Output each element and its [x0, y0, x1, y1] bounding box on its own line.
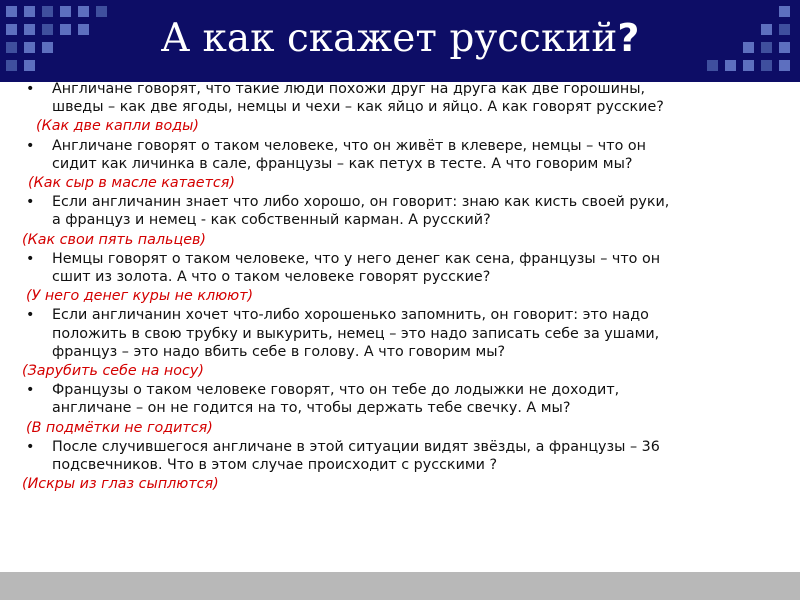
bullet-dot: •: [26, 438, 35, 455]
question-line: Французы о таком человеке говорят, что он тебе до лодыжки не доходит,: [52, 382, 620, 399]
question-line: подсвечников. Что в этом случае происходит с русскими ?: [52, 457, 498, 474]
question-item: [22, 193, 782, 229]
answer-idiom: (Зарубить себе на носу): [22, 363, 204, 380]
slide-title: [0, 12, 800, 65]
answer-idiom: (Искры из глаз сыплются): [22, 476, 219, 493]
question-line: Англичане говорят, что такие люди похожи друг на друга как две горошины,: [52, 81, 646, 97]
question-line: сшит из золота. А что о таком человеке говорят русские?: [52, 269, 491, 286]
question-line: положить в свою трубку и выкурить, немец – это надо записать себе за ушами,: [52, 325, 660, 342]
footer-bar: [0, 572, 800, 600]
question-line: Если англичанин хочет что-либо хорошенько запомнить, он говорит: это надо: [52, 307, 649, 324]
question-line: шведы – как две ягоды, немцы и чехи – как яйцо и яйцо. А как говорят русские?: [52, 99, 664, 116]
answer-idiom: (У него денег куры не клюют): [26, 288, 254, 305]
bullet-dot: •: [26, 194, 35, 211]
bullet-dot: •: [26, 137, 35, 154]
question-item: [22, 438, 782, 474]
question-line: а француз и немец - как собственный карман. А русский?: [52, 212, 491, 229]
question-line: Немцы говорят о таком человеке, что у него денег как сена, французы – что он: [52, 250, 661, 267]
question-line: француз – это надо вбить себе в голову. А что говорим мы?: [52, 343, 506, 360]
answer-idiom: (Как свои пять пальцев): [22, 231, 206, 248]
question-item: [22, 306, 782, 361]
bullet-dot: •: [26, 250, 35, 267]
bullet-dot: •: [26, 382, 35, 399]
bullet-dot: •: [26, 307, 35, 324]
question-line: После случившегося англичане в этой ситуации видят звёзды, а французы – 36: [52, 438, 660, 455]
bullet-dot: •: [26, 81, 35, 97]
answer-idiom: (Как сыр в масле катается): [28, 175, 235, 192]
question-list: [22, 80, 782, 494]
title-question-mark: ?: [617, 16, 640, 60]
question-item: [22, 137, 782, 173]
question-item: [22, 250, 782, 286]
question-item: [22, 80, 782, 116]
question-line: сидит как личинка в сале, французы – как петух в тесте. А что говорим мы?: [52, 155, 633, 172]
question-line: англичане – он не годится на то, чтобы держать тебе свечку. А мы?: [52, 400, 571, 417]
title-banner: [0, 0, 800, 82]
answer-idiom: (В подмётки не годится): [26, 419, 213, 436]
question-item: [22, 381, 782, 417]
question-line: Англичане говорят о таком человеке, что он живёт в клевере, немцы – что он: [52, 137, 646, 154]
title-text: А как скажет русский: [160, 16, 618, 61]
question-line: Если англичанин знает что либо хорошо, он говорит: знаю как кисть своей руки,: [52, 194, 670, 211]
answer-idiom: (Как две капли воды): [36, 118, 199, 135]
